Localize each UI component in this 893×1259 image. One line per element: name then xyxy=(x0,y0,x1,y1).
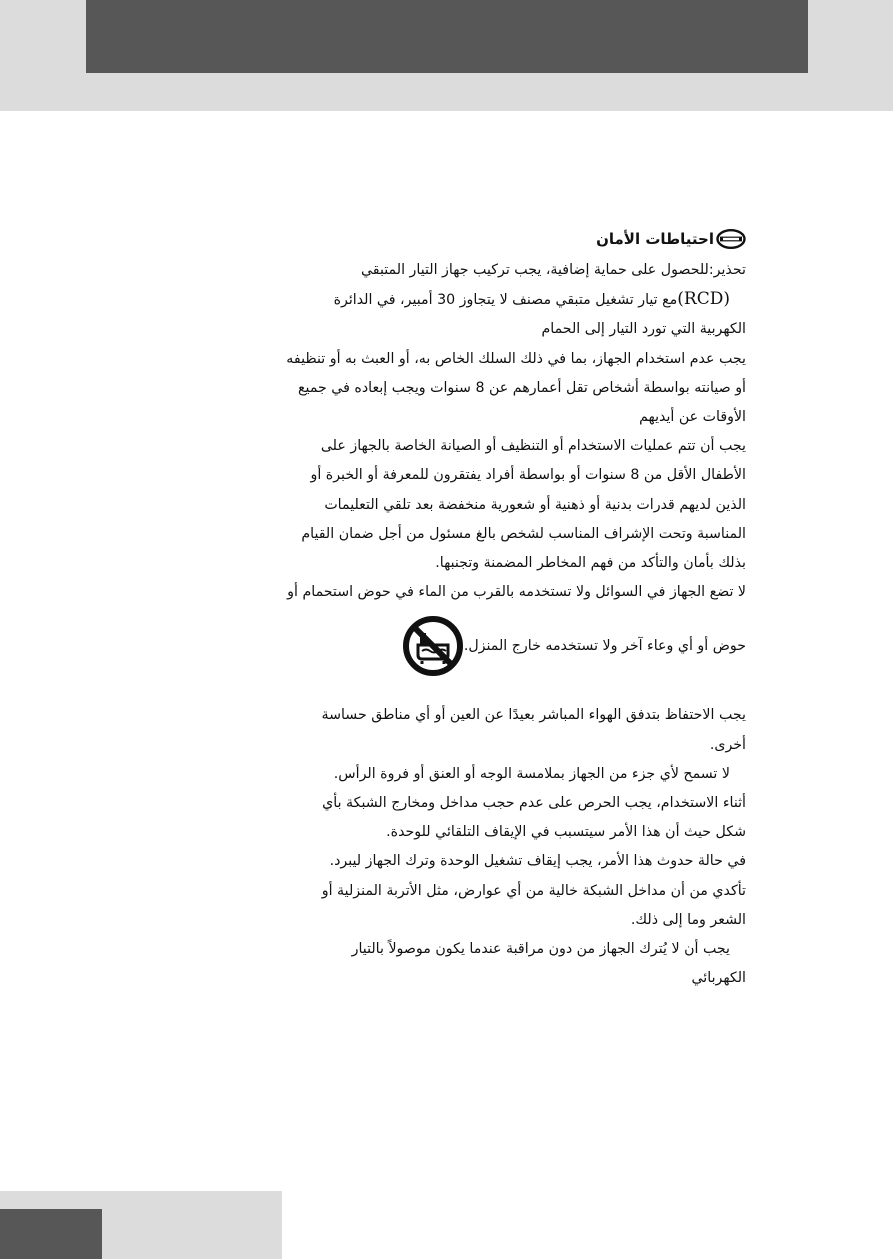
text-line: أخرى. xyxy=(709,736,746,753)
header-bar xyxy=(86,0,808,73)
text-line: يجب الاحتفاظ بتدفق الهواء المباشر بعيدًا عن العين أو أي مناطق حساسة xyxy=(321,707,746,724)
text-line: الأطفال الأقل من 8 سنوات أو بواسطة أفراد يفتقرون للمعرفة أو الخبرة أو xyxy=(310,467,746,484)
text-line: الذين لديهم قدرات بدنية أو ذهنية أو شعورية منخفضة بعد تلقي التعليمات xyxy=(324,496,746,513)
text-line: الشعر وما إلى ذلك. xyxy=(630,911,746,928)
text-line: شكل حيث أن هذا الأمر سيتسبب في الإيقاف التلقائي للوحدة. xyxy=(386,824,746,841)
text-line: تحذير:للحصول على حماية إضافية، يجب تركيب جهاز التيار المتبقي xyxy=(360,262,746,278)
no-bathtub-icon xyxy=(402,615,464,677)
text-line: يجب عدم استخدام الجهاز، بما في ذلك السلك الخاص به، أو العبث به أو تنظيفه xyxy=(286,350,746,367)
text-line: أثناء الاستخدام، يجب الحرص على عدم حجب مداخل ومخارج الشبكة بأي xyxy=(322,795,746,812)
text-line: يجب أن تتم عمليات الاستخدام أو التنظيف أو الصيانة الخاصة بالجهاز على xyxy=(320,438,746,455)
text-line: الكهربائي xyxy=(691,970,746,987)
text-line-rcd xyxy=(208,285,746,315)
text-line: المناسبة وتحت الإشراف المناسب لشخص بالغ مسئول من أجل ضمان القيام xyxy=(301,525,746,542)
bath-warning-line xyxy=(208,615,746,677)
text-line: مع تيار تشغيل متبقي مصنف لا يتجاوز 30 أمبير، في الدائرة xyxy=(333,292,678,309)
text-line: في حالة حدوث هذا الأمر، يجب إيقاف تشغيل الوحدة وترك الجهاز ليبرد. xyxy=(329,853,746,870)
warning-sign-icon xyxy=(716,229,746,249)
section-title: احتياطات الأمان xyxy=(596,230,714,248)
safety-section xyxy=(208,222,746,993)
text-line: حوض أو أي وعاء آخر ولا تستخدمه خارج المنزل. xyxy=(463,638,746,655)
text-line: الكهربية التي تورد التيار إلى الحمام xyxy=(541,321,746,338)
footer-page-tab xyxy=(0,1209,102,1259)
rcd-label: (RCD) xyxy=(677,289,730,310)
text-line: لا تضع الجهاز في السوائل ولا تستخدمه بالقرب من الماء في حوض استحمام أو xyxy=(287,584,746,601)
text-line: تأكدي من أن مداخل الشبكة خالية من أي عوارض، مثل الأتربة المنزلية أو xyxy=(321,882,746,899)
text-line: الأوقات عن أيديهم xyxy=(639,409,746,426)
section-heading xyxy=(208,222,746,256)
text-line: أو صيانته بواسطة أشخاص تقل أعمارهم عن 8 سنوات ويجب إبعاده في جميع xyxy=(297,379,746,396)
text-line: يجب أن لا يُترك الجهاز من دون مراقبة عندما يكون موصولاً بالتيار xyxy=(351,941,730,958)
text-line: بذلك بأمان والتأكد من فهم المخاطر المضمنة وتجنبها. xyxy=(435,555,746,572)
text-line: لا تسمح لأي جزء من الجهاز بملامسة الوجه أو العنق أو فروة الرأس. xyxy=(333,765,730,782)
